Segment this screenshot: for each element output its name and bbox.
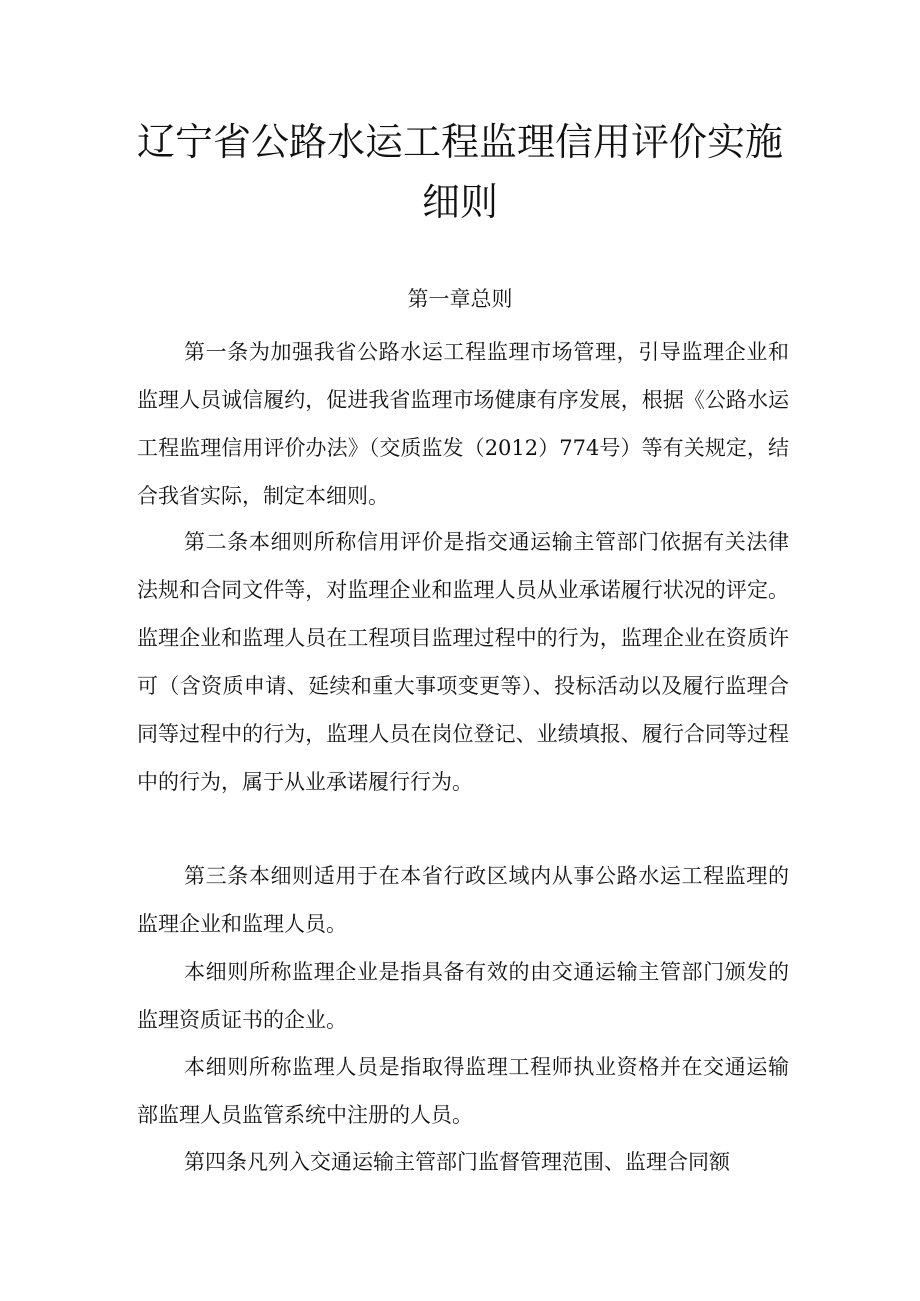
paragraph-personnel-definition: 本细则所称监理人员是指取得监理工程师执业资格并在交通运输部监理人员监管系统中注册的人员。 [137, 1055, 789, 1127]
document-title: 辽宁省公路水运工程监理信用评价实施细则 [136, 120, 783, 224]
paragraph-article-4: 第四条凡列入交通运输主管部门监督管理范围、监理合同额 [184, 1150, 730, 1174]
chapter-heading: 第一章总则 [407, 287, 513, 311]
paragraph-article-3: 第三条本细则适用于在本省行政区域内从事公路水运工程监理的监理企业和监理人员。 [137, 864, 789, 936]
paragraph-article-2: 第二条本细则所称信用评价是指交通运输主管部门依据有关法律法规和合同文件等，对监理企业和监理人员从业承诺履行状况的评定。监理企业和监理人员在工程项目监理过程中的行为，监理企业在资质许可（含资质申请、延续和重大事项变更等）、投标活动以及履行监理合同等过程中的行为，监理人员在岗位登记、业绩填报、履行合同等过程中的行为，属于从业承诺履行行为。 [137, 530, 789, 794]
paragraph-enterprise-definition: 本细则所称监理企业是指具备有效的由交通运输主管部门颁发的监理资质证书的企业。 [137, 960, 789, 1032]
paragraph-article-1: 第一条为加强我省公路水运工程监理市场管理，引导监理企业和监理人员诚信履约，促进我省监理市场健康有序发展，根据《公路水运工程监理信用评价办法》（交质监发（2012）774号）等有关规定，结合我省实际，制定本细则。 [137, 340, 789, 508]
